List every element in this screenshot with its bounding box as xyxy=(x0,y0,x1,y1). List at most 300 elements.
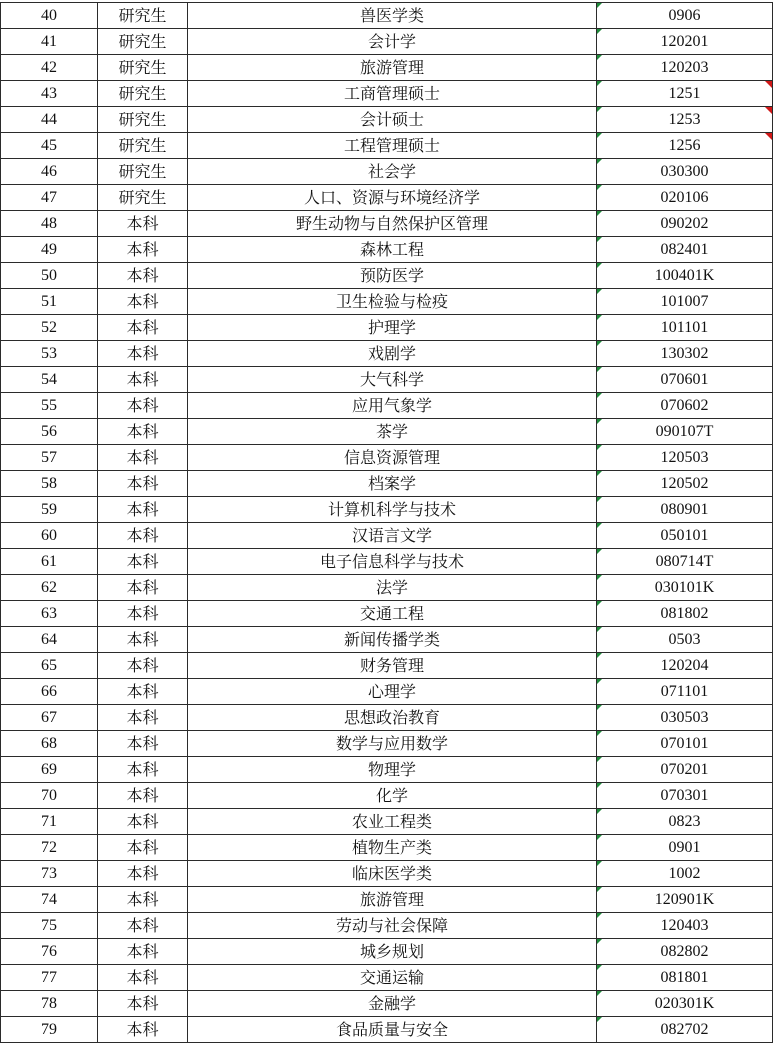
cell-code-text: 1002 xyxy=(668,865,701,882)
cell-major-text: 工程管理硕士 xyxy=(343,136,440,155)
cell-index-text: 75 xyxy=(41,917,57,934)
cell-index[interactable] xyxy=(1,289,98,315)
table-row xyxy=(1,627,773,653)
cell-level-text: 本科 xyxy=(126,526,159,545)
cell-level[interactable] xyxy=(98,705,188,731)
cell-major-text: 电子信息科学与技术 xyxy=(319,552,464,571)
cell-index-text: 68 xyxy=(41,735,57,752)
cell-major[interactable] xyxy=(188,757,597,783)
table-row xyxy=(1,835,773,861)
cell-major-text: 法学 xyxy=(375,578,408,597)
cell-code-text: 120201 xyxy=(660,33,709,50)
cell-major-text: 兽医学类 xyxy=(359,6,424,25)
cell-major[interactable] xyxy=(188,315,597,341)
cell-code-text: 020301K xyxy=(654,995,715,1012)
cell-major-text: 财务管理 xyxy=(359,656,424,675)
cell-code-text: 030503 xyxy=(660,709,709,726)
cell-index[interactable] xyxy=(1,393,98,419)
cell-major[interactable] xyxy=(188,913,597,939)
cell-major[interactable] xyxy=(188,341,597,367)
cell-index[interactable] xyxy=(1,835,98,861)
cell-level-text: 本科 xyxy=(126,240,159,259)
cell-code-text: 120403 xyxy=(660,917,709,934)
table-row xyxy=(1,29,773,55)
cell-index[interactable] xyxy=(1,627,98,653)
cell-major[interactable] xyxy=(188,81,597,107)
cell-major-text: 预防医学 xyxy=(359,266,424,285)
comment-indicator-icon[interactable] xyxy=(765,81,772,88)
cell-code-text: 120204 xyxy=(660,657,709,674)
cell-major[interactable] xyxy=(188,185,597,211)
cell-level[interactable] xyxy=(98,29,188,55)
cell-major[interactable] xyxy=(188,289,597,315)
cell-level-text: 本科 xyxy=(126,968,159,987)
cell-major[interactable] xyxy=(188,159,597,185)
cell-code[interactable] xyxy=(597,653,773,679)
cell-major[interactable] xyxy=(188,1017,597,1043)
cell-code[interactable] xyxy=(597,471,773,497)
cell-major[interactable] xyxy=(188,679,597,705)
cell-major[interactable] xyxy=(188,367,597,393)
cell-code[interactable] xyxy=(597,497,773,523)
cell-level[interactable] xyxy=(98,1017,188,1043)
cell-index[interactable] xyxy=(1,419,98,445)
cell-code[interactable] xyxy=(597,3,773,29)
cell-code-text: 120503 xyxy=(660,449,709,466)
cell-index[interactable] xyxy=(1,237,98,263)
cell-index[interactable] xyxy=(1,523,98,549)
cell-index[interactable] xyxy=(1,471,98,497)
cell-index[interactable] xyxy=(1,211,98,237)
cell-index-text: 73 xyxy=(41,865,57,882)
comment-indicator-icon[interactable] xyxy=(765,107,772,114)
cell-major[interactable] xyxy=(188,991,597,1017)
cell-index-text: 41 xyxy=(41,33,57,50)
cell-index[interactable] xyxy=(1,705,98,731)
cell-major[interactable] xyxy=(188,939,597,965)
cell-level[interactable] xyxy=(98,809,188,835)
cell-index[interactable] xyxy=(1,731,98,757)
cell-code[interactable] xyxy=(597,341,773,367)
cell-code[interactable] xyxy=(597,419,773,445)
table-row xyxy=(1,653,773,679)
cell-level[interactable] xyxy=(98,523,188,549)
cell-major[interactable] xyxy=(188,783,597,809)
cell-level[interactable] xyxy=(98,367,188,393)
table-row xyxy=(1,1017,773,1043)
cell-index-text: 43 xyxy=(41,85,57,102)
cell-level[interactable] xyxy=(98,653,188,679)
cell-level[interactable] xyxy=(98,757,188,783)
cell-index[interactable] xyxy=(1,133,98,159)
cell-index-text: 59 xyxy=(41,501,57,518)
cell-major[interactable] xyxy=(188,133,597,159)
cell-level-text: 本科 xyxy=(126,474,159,493)
cell-code[interactable] xyxy=(597,835,773,861)
cell-major[interactable] xyxy=(188,575,597,601)
cell-code[interactable] xyxy=(597,575,773,601)
cell-index-text: 61 xyxy=(41,553,57,570)
cell-code[interactable] xyxy=(597,263,773,289)
cell-major[interactable] xyxy=(188,263,597,289)
cell-level[interactable] xyxy=(98,263,188,289)
cell-major[interactable] xyxy=(188,29,597,55)
cell-code[interactable] xyxy=(597,211,773,237)
cell-index[interactable] xyxy=(1,367,98,393)
cell-level[interactable] xyxy=(98,471,188,497)
cell-level[interactable] xyxy=(98,601,188,627)
cell-level[interactable] xyxy=(98,887,188,913)
cell-major[interactable] xyxy=(188,731,597,757)
table-row xyxy=(1,705,773,731)
cell-level[interactable] xyxy=(98,107,188,133)
cell-level-text: 本科 xyxy=(126,864,159,883)
cell-code-text: 070602 xyxy=(660,397,709,414)
cell-major[interactable] xyxy=(188,653,597,679)
majors-table xyxy=(0,2,773,1043)
cell-code-text: 030101K xyxy=(654,579,715,596)
cell-level-text: 研究生 xyxy=(118,84,167,103)
cell-index[interactable] xyxy=(1,913,98,939)
cell-major[interactable] xyxy=(188,965,597,991)
cell-code-text: 070601 xyxy=(660,371,709,388)
cell-code[interactable] xyxy=(597,679,773,705)
cell-code[interactable] xyxy=(597,55,773,81)
table-row xyxy=(1,263,773,289)
table-row xyxy=(1,445,773,471)
cell-major[interactable] xyxy=(188,809,597,835)
cell-index-text: 78 xyxy=(41,995,57,1012)
cell-code[interactable] xyxy=(597,237,773,263)
cell-index[interactable] xyxy=(1,445,98,471)
cell-code[interactable] xyxy=(597,861,773,887)
cell-major[interactable] xyxy=(188,601,597,627)
cell-major-text: 野生动物与自然保护区管理 xyxy=(295,214,488,233)
cell-major[interactable] xyxy=(188,549,597,575)
cell-index-text: 71 xyxy=(41,813,57,830)
cell-level[interactable] xyxy=(98,81,188,107)
cell-index[interactable] xyxy=(1,679,98,705)
cell-code[interactable] xyxy=(597,29,773,55)
cell-index[interactable] xyxy=(1,939,98,965)
cell-code-text: 081802 xyxy=(660,605,709,622)
table-row xyxy=(1,341,773,367)
cell-index[interactable] xyxy=(1,809,98,835)
cell-level[interactable] xyxy=(98,419,188,445)
cell-code-text: 081801 xyxy=(660,969,709,986)
cell-code[interactable] xyxy=(597,757,773,783)
cell-level[interactable] xyxy=(98,55,188,81)
cell-level[interactable] xyxy=(98,575,188,601)
cell-code-text: 120203 xyxy=(660,59,709,76)
cell-code[interactable] xyxy=(597,133,773,159)
cell-level-text: 本科 xyxy=(126,604,159,623)
cell-level-text: 本科 xyxy=(126,500,159,519)
cell-index[interactable] xyxy=(1,315,98,341)
comment-indicator-icon[interactable] xyxy=(765,133,772,140)
cell-major-text: 护理学 xyxy=(367,318,416,337)
cell-code[interactable] xyxy=(597,315,773,341)
cell-code[interactable] xyxy=(597,887,773,913)
cell-level[interactable] xyxy=(98,185,188,211)
cell-code[interactable] xyxy=(597,393,773,419)
table-row xyxy=(1,393,773,419)
cell-index-text: 76 xyxy=(41,943,57,960)
cell-code-text: 1256 xyxy=(668,137,701,154)
cell-major[interactable] xyxy=(188,523,597,549)
cell-index-text: 57 xyxy=(41,449,57,466)
cell-index[interactable] xyxy=(1,887,98,913)
cell-index[interactable] xyxy=(1,3,98,29)
cell-index[interactable] xyxy=(1,575,98,601)
cell-index[interactable] xyxy=(1,497,98,523)
cell-code[interactable] xyxy=(597,81,773,107)
cell-major[interactable] xyxy=(188,497,597,523)
table-row xyxy=(1,601,773,627)
cell-code-text: 0503 xyxy=(668,631,701,648)
cell-index[interactable] xyxy=(1,653,98,679)
cell-level[interactable] xyxy=(98,913,188,939)
cell-level-text: 研究生 xyxy=(118,32,167,51)
cell-index[interactable] xyxy=(1,549,98,575)
cell-level[interactable] xyxy=(98,991,188,1017)
cell-level[interactable] xyxy=(98,939,188,965)
cell-level[interactable] xyxy=(98,497,188,523)
cell-major-text: 城乡规划 xyxy=(359,942,424,961)
cell-index-text: 56 xyxy=(41,423,57,440)
table-row xyxy=(1,991,773,1017)
cell-major-text: 新闻传播学类 xyxy=(343,630,440,649)
cell-index[interactable] xyxy=(1,1017,98,1043)
cell-level-text: 本科 xyxy=(126,1020,159,1039)
cell-major-text: 食品质量与安全 xyxy=(335,1020,448,1039)
table-row xyxy=(1,315,773,341)
cell-level[interactable] xyxy=(98,315,188,341)
cell-index[interactable] xyxy=(1,107,98,133)
cell-code-text: 082401 xyxy=(660,241,709,258)
cell-code-text: 120502 xyxy=(660,475,709,492)
cell-code[interactable] xyxy=(597,185,773,211)
cell-level[interactable] xyxy=(98,965,188,991)
cell-major[interactable] xyxy=(188,887,597,913)
cell-index-text: 58 xyxy=(41,475,57,492)
cell-major-text: 森林工程 xyxy=(359,240,424,259)
cell-index[interactable] xyxy=(1,991,98,1017)
cell-level[interactable] xyxy=(98,341,188,367)
table-row xyxy=(1,133,773,159)
table-row xyxy=(1,731,773,757)
cell-major[interactable] xyxy=(188,419,597,445)
cell-level-text: 本科 xyxy=(126,656,159,675)
cell-code[interactable] xyxy=(597,159,773,185)
cell-index[interactable] xyxy=(1,55,98,81)
cell-code-text: 1253 xyxy=(668,111,701,128)
cell-level[interactable] xyxy=(98,211,188,237)
cell-level[interactable] xyxy=(98,783,188,809)
cell-level-text: 研究生 xyxy=(118,136,167,155)
cell-level[interactable] xyxy=(98,835,188,861)
cell-code[interactable] xyxy=(597,1017,773,1043)
cell-level-text: 研究生 xyxy=(118,188,167,207)
cell-level[interactable] xyxy=(98,3,188,29)
cell-index-text: 67 xyxy=(41,709,57,726)
cell-level-text: 本科 xyxy=(126,786,159,805)
cell-level-text: 本科 xyxy=(126,838,159,857)
table-row xyxy=(1,419,773,445)
cell-level-text: 本科 xyxy=(126,422,159,441)
cell-code[interactable] xyxy=(597,731,773,757)
table-row xyxy=(1,679,773,705)
cell-level[interactable] xyxy=(98,237,188,263)
table-row xyxy=(1,211,773,237)
cell-code[interactable] xyxy=(597,913,773,939)
cell-index-text: 66 xyxy=(41,683,57,700)
cell-index-text: 72 xyxy=(41,839,57,856)
table-row xyxy=(1,523,773,549)
cell-major-text: 旅游管理 xyxy=(359,890,424,909)
table-row xyxy=(1,783,773,809)
table-row xyxy=(1,861,773,887)
cell-code[interactable] xyxy=(597,783,773,809)
cell-major-text: 茶学 xyxy=(375,422,408,441)
cell-level-text: 研究生 xyxy=(118,58,167,77)
cell-level-text: 研究生 xyxy=(118,110,167,129)
cell-level[interactable] xyxy=(98,731,188,757)
cell-index-text: 54 xyxy=(41,371,57,388)
table-row xyxy=(1,289,773,315)
cell-code-text: 080901 xyxy=(660,501,709,518)
cell-major-text: 卫生检验与检疫 xyxy=(335,292,448,311)
cell-code-text: 070201 xyxy=(660,761,709,778)
cell-code[interactable] xyxy=(597,627,773,653)
cell-major[interactable] xyxy=(188,211,597,237)
cell-major[interactable] xyxy=(188,237,597,263)
cell-code[interactable] xyxy=(597,549,773,575)
cell-level-text: 本科 xyxy=(126,994,159,1013)
cell-code[interactable] xyxy=(597,367,773,393)
cell-level-text: 本科 xyxy=(126,344,159,363)
cell-code[interactable] xyxy=(597,445,773,471)
cell-index[interactable] xyxy=(1,263,98,289)
cell-major[interactable] xyxy=(188,55,597,81)
cell-code-text: 100401K xyxy=(654,267,715,284)
table-row xyxy=(1,159,773,185)
cell-code-text: 070101 xyxy=(660,735,709,752)
cell-major-text: 戏剧学 xyxy=(367,344,416,363)
cell-code[interactable] xyxy=(597,991,773,1017)
cell-index[interactable] xyxy=(1,783,98,809)
cell-major-text: 金融学 xyxy=(367,994,416,1013)
cell-level[interactable] xyxy=(98,861,188,887)
cell-code-text: 101007 xyxy=(660,293,709,310)
cell-code[interactable] xyxy=(597,809,773,835)
cell-major[interactable] xyxy=(188,835,597,861)
cell-index-text: 53 xyxy=(41,345,57,362)
cell-level-text: 本科 xyxy=(126,370,159,389)
cell-code[interactable] xyxy=(597,939,773,965)
cell-major[interactable] xyxy=(188,705,597,731)
table-row xyxy=(1,497,773,523)
table-row xyxy=(1,237,773,263)
cell-level-text: 本科 xyxy=(126,890,159,909)
cell-code[interactable] xyxy=(597,289,773,315)
cell-index-text: 69 xyxy=(41,761,57,778)
cell-index-text: 45 xyxy=(41,137,57,154)
cell-major-text: 物理学 xyxy=(367,760,416,779)
cell-level-text: 本科 xyxy=(126,708,159,727)
cell-level[interactable] xyxy=(98,627,188,653)
table-row xyxy=(1,3,773,29)
cell-index[interactable] xyxy=(1,757,98,783)
table-row xyxy=(1,471,773,497)
cell-major[interactable] xyxy=(188,627,597,653)
cell-level[interactable] xyxy=(98,445,188,471)
cell-index-text: 62 xyxy=(41,579,57,596)
cell-code[interactable] xyxy=(597,107,773,133)
cell-index-text: 64 xyxy=(41,631,57,648)
cell-major-text: 计算机科学与技术 xyxy=(327,500,456,519)
cell-level-text: 本科 xyxy=(126,292,159,311)
cell-level[interactable] xyxy=(98,679,188,705)
cell-code[interactable] xyxy=(597,523,773,549)
table-row xyxy=(1,913,773,939)
cell-major-text: 工商管理硕士 xyxy=(343,84,440,103)
cell-major-text: 植物生产类 xyxy=(351,838,432,857)
cell-level-text: 本科 xyxy=(126,266,159,285)
cell-major-text: 农业工程类 xyxy=(351,812,432,831)
cell-code[interactable] xyxy=(597,601,773,627)
cell-level-text: 本科 xyxy=(126,396,159,415)
table-row xyxy=(1,549,773,575)
cell-index[interactable] xyxy=(1,341,98,367)
cell-index[interactable] xyxy=(1,965,98,991)
cell-level[interactable] xyxy=(98,133,188,159)
cell-index[interactable] xyxy=(1,861,98,887)
cell-level[interactable] xyxy=(98,159,188,185)
cell-major[interactable] xyxy=(188,445,597,471)
cell-code[interactable] xyxy=(597,705,773,731)
cell-major[interactable] xyxy=(188,471,597,497)
cell-level[interactable] xyxy=(98,549,188,575)
cell-index-text: 49 xyxy=(41,241,57,258)
cell-index[interactable] xyxy=(1,185,98,211)
cell-major[interactable] xyxy=(188,861,597,887)
cell-index[interactable] xyxy=(1,601,98,627)
cell-level-text: 本科 xyxy=(126,734,159,753)
cell-level-text: 本科 xyxy=(126,760,159,779)
cell-major-text: 大气科学 xyxy=(359,370,424,389)
cell-index-text: 79 xyxy=(41,1021,57,1038)
cell-index-text: 70 xyxy=(41,787,57,804)
cell-index[interactable] xyxy=(1,29,98,55)
cell-level-text: 本科 xyxy=(126,630,159,649)
cell-code-text: 070301 xyxy=(660,787,709,804)
table-body xyxy=(1,3,773,1043)
cell-index[interactable] xyxy=(1,81,98,107)
cell-level-text: 本科 xyxy=(126,214,159,233)
cell-major[interactable] xyxy=(188,393,597,419)
cell-level[interactable] xyxy=(98,393,188,419)
table-row xyxy=(1,107,773,133)
cell-code[interactable] xyxy=(597,965,773,991)
cell-code-text: 050101 xyxy=(660,527,709,544)
cell-major[interactable] xyxy=(188,3,597,29)
cell-index[interactable] xyxy=(1,159,98,185)
cell-major[interactable] xyxy=(188,107,597,133)
cell-level[interactable] xyxy=(98,289,188,315)
cell-level-text: 本科 xyxy=(126,682,159,701)
cell-level-text: 本科 xyxy=(126,916,159,935)
